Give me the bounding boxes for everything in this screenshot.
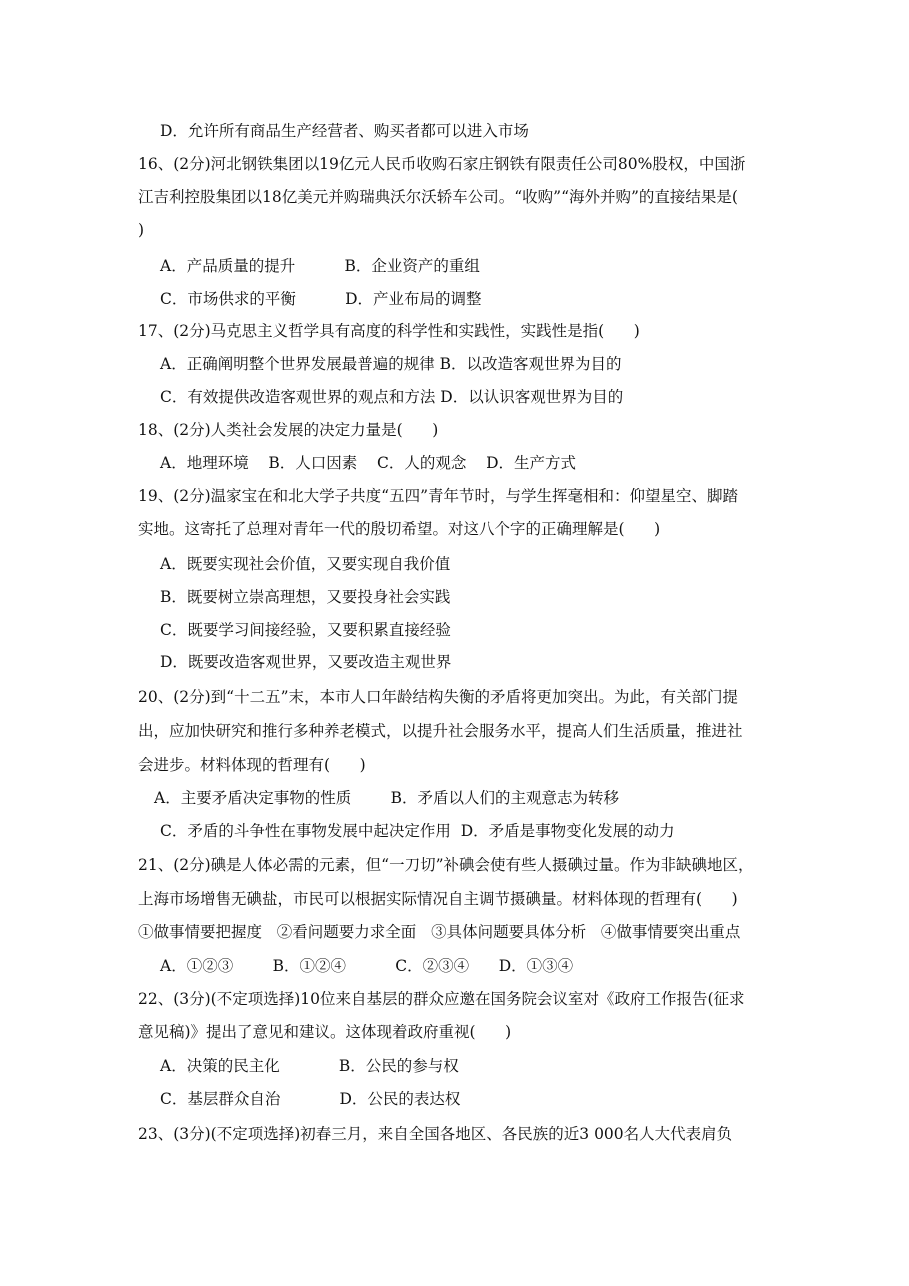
question-19-line-1: 19、(2分)温家宝在和北大学子共度“五四”青年节时，与学生挥毫相和：仰望星空、脚踏: [138, 487, 739, 505]
question-17-options-cd: C．有效提供改造客观世界的观点和方法 D．以认识客观世界为目的: [160, 388, 624, 406]
question-21-line-1: 21、(2分)碘是人体必需的元素，但“一刀切”补碘会使有些人摄碘过量。作为非缺碘地区，: [138, 856, 754, 874]
question-19-line-2: 实地。这寄托了总理对青年一代的殷切希望。对这八个字的正确理解是( ): [138, 520, 661, 538]
question-21-statements: ①做事情要把握度 ②看问题要力求全面 ③具体问题要具体分析 ④做事情要突出重点: [138, 923, 741, 941]
question-20-options-cd: C．矛盾的斗争性在事物发展中起决定作用 D．矛盾是事物变化发展的动力: [160, 822, 675, 840]
question-16-line-1: 16、(2分)河北钢铁集团以19亿元人民币收购石家庄钢铁有限责任公司80%股权，中国浙: [138, 155, 746, 173]
question-23-line-1: 23、(3分)(不定项选择)初春三月，来自全国各地区、各民族的近3 000名人大代表肩负: [138, 1125, 733, 1143]
question-20-line-2: 出，应加快研究和推行多种养老模式，以提升社会服务水平，提高人们生活质量，推进社: [138, 722, 743, 740]
question-21-options: A．①②③ B．①②④ C．②③④ D．①③④: [160, 957, 574, 975]
question-22-line-1: 22、(3分)(不定项选择)10位来自基层的群众应邀在国务院会议室对《政府工作报告(征求: [138, 990, 745, 1008]
question-20-line-3: 会进步。材料体现的哲理有( ): [138, 756, 366, 774]
question-16-line-2: 江吉利控股集团以18亿美元并购瑞典沃尔沃轿车公司。“收购”“海外并购”的直接结果是(: [138, 188, 738, 206]
option-15d: D．允许所有商品生产经营者、购买者都可以进入市场: [160, 122, 529, 140]
question-18-options: A．地理环境 B．人口因素 C．人的观念 D．生产方式: [160, 454, 576, 472]
question-22-line-2: 意见稿)》提出了意见和建议。这体现着政府重视( ): [138, 1023, 512, 1041]
question-17-options-ab: A．正确阐明整个世界发展最普遍的规律 B．以改造客观世界为目的: [160, 355, 622, 373]
question-22-options-ab: A．决策的民主化 B．公民的参与权: [160, 1057, 459, 1075]
question-18: 18、(2分)人类社会发展的决定力量是( ): [138, 421, 439, 439]
question-19-option-d: D．既要改造客观世界，又要改造主观世界: [160, 653, 452, 671]
question-20-options-ab: A．主要矛盾决定事物的性质 B．矛盾以人们的主观意志为转移: [154, 789, 620, 807]
question-17: 17、(2分)马克思主义哲学具有高度的科学性和实践性，实践性是指( ): [138, 322, 640, 340]
question-20-line-1: 20、(2分)到“十二五”末，本市人口年龄结构失衡的矛盾将更加突出。为此，有关部门提: [138, 688, 739, 706]
question-16-line-3: ): [138, 221, 145, 239]
question-19-option-c: C．既要学习间接经验，又要积累直接经验: [160, 621, 451, 639]
question-16-options-ab: A．产品质量的提升 B．企业资产的重组: [160, 257, 480, 275]
question-19-option-a: A．既要实现社会价值，又要实现自我价值: [160, 555, 451, 573]
question-16-options-cd: C．市场供求的平衡 D．产业布局的调整: [160, 290, 482, 308]
question-22-options-cd: C．基层群众自治 D．公民的表达权: [160, 1090, 461, 1108]
question-21-line-2: 上海市场增售无碘盐，市民可以根据实际情况自主调节摄碘量。材料体现的哲理有( ): [138, 890, 738, 908]
question-19-option-b: B．既要树立崇高理想，又要投身社会实践: [160, 588, 451, 606]
